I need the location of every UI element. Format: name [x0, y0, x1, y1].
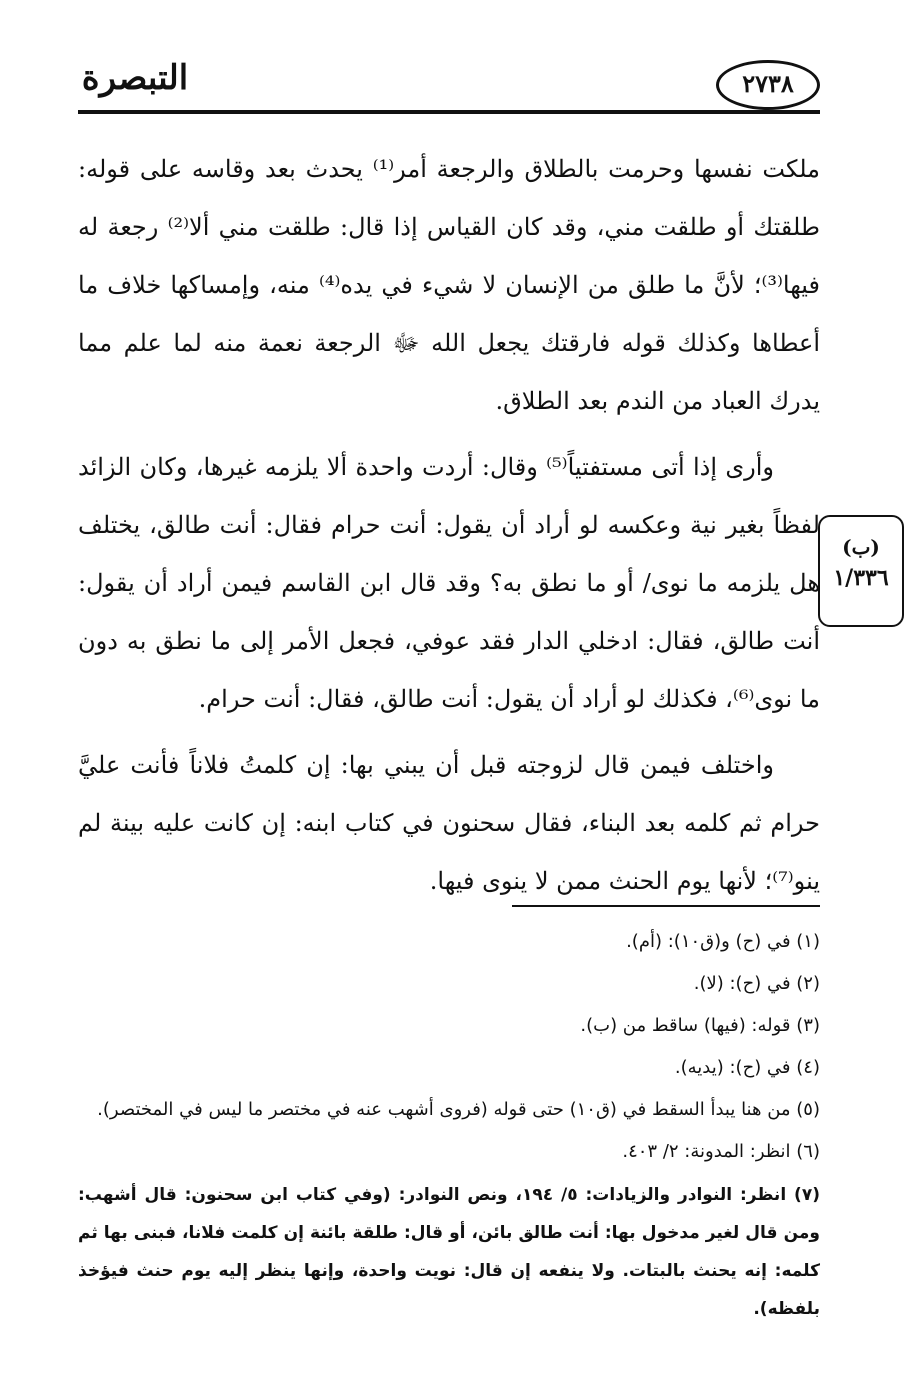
footnote-separator [512, 905, 820, 907]
page-number: ٢٧٣٨ [742, 69, 794, 98]
footnote-3: (٣) قوله: (فيها) ساقط من (ب). [580, 1015, 820, 1036]
paragraph-3: واختلف فيمن قال لزوجته قبل أن يبني بها: إن كلمتُ فلاناً فأنت عليَّ حرام ثم كلمه بعد البناء، فقال سحنون في كتاب ابنه: إن كانت عليه بينة لم ينو⁽⁷⁾؛ لأنها يوم الحنث ممن لا ينوى فيها. [78, 751, 820, 895]
footnote-2: (٢) في (ح): (لا). [693, 973, 820, 994]
footnote-1: (١) في (ح) و(ق١٠): (أم). [626, 931, 820, 952]
margin-manuscript-letter: (ب) [842, 535, 880, 559]
footnote-4: (٤) في (ح): (يديه). [674, 1057, 820, 1078]
footnote-7: (٧) انظر: النوادر والزيادات: ٥/ ١٩٤، ونص النوادر: (وفي كتاب ابن سحنون: قال أشهب: ومن قال لغير مدخول بها: أنت طالق بائن، أو قال: طلقة بائنة إن كلمت فلانا، فبنى بها ثم كلمه: إنه يحنث بالبتات. ولا ينفعه إن قال: نويت واحدة، وإنها ينظر إليه يوم حنث فيؤخذ بلفظه). [78, 1185, 820, 1319]
paragraph-1: ملكت نفسها وحرمت بالطلاق والرجعة أمر⁽¹⁾ يحدث بعد وقاسه على قوله: طلقتك أو طلقت مني، وقد كان القياس إذا قال: طلقت مني ألا⁽²⁾ رجعة له فيها⁽³⁾؛ لأنَّ ما طلق من الإنسان لا شيء في يده⁽⁴⁾ منه، وإمساكها خلاف ما أعطاها وكذلك قوله فارقتك يجعل الله ﷻ الرجعة نعمة منه لما علم مما يدرك العباد من الندم بعد الطلاق. [78, 155, 820, 415]
footnote-5: (٥) من هنا يبدأ السقط في (ق١٠) حتى قوله (فروى أشهب عنه في مختصر ما ليس في المختصر). [97, 1099, 820, 1120]
paragraph-2: وأرى إذا أتى مستفتياً⁽⁵⁾ وقال: أردت واحدة ألا يلزمه غيرها، وكان الزائد لفظاً بغير نية وعكسه لو أراد أن يقول: أنت حرام فقال: أنت طالق، يختلف هل يلزمه ما نوى/ أو ما نطق به؟ وقد قال ابن القاسم فيمن أراد أن يقول: أنت طالق، فقال: ادخلي الدار فقد عوفي، فجعل الأمر إلى ما نطق به دون ما نوى⁽⁶⁾، فكذلك لو أراد أن يقول: أنت طالق، فقال: أنت حرام. [78, 453, 820, 713]
main-text [78, 140, 820, 918]
header-rule [78, 110, 820, 114]
footnotes [78, 924, 820, 1334]
book-title: التبصرة [81, 58, 189, 98]
margin-manuscript-marker [818, 515, 904, 627]
margin-folio-ref: ١/٣٣٦ [833, 565, 889, 591]
footnote-6: (٦) انظر: المدونة: ٢/ ٤٠٣. [622, 1141, 820, 1162]
